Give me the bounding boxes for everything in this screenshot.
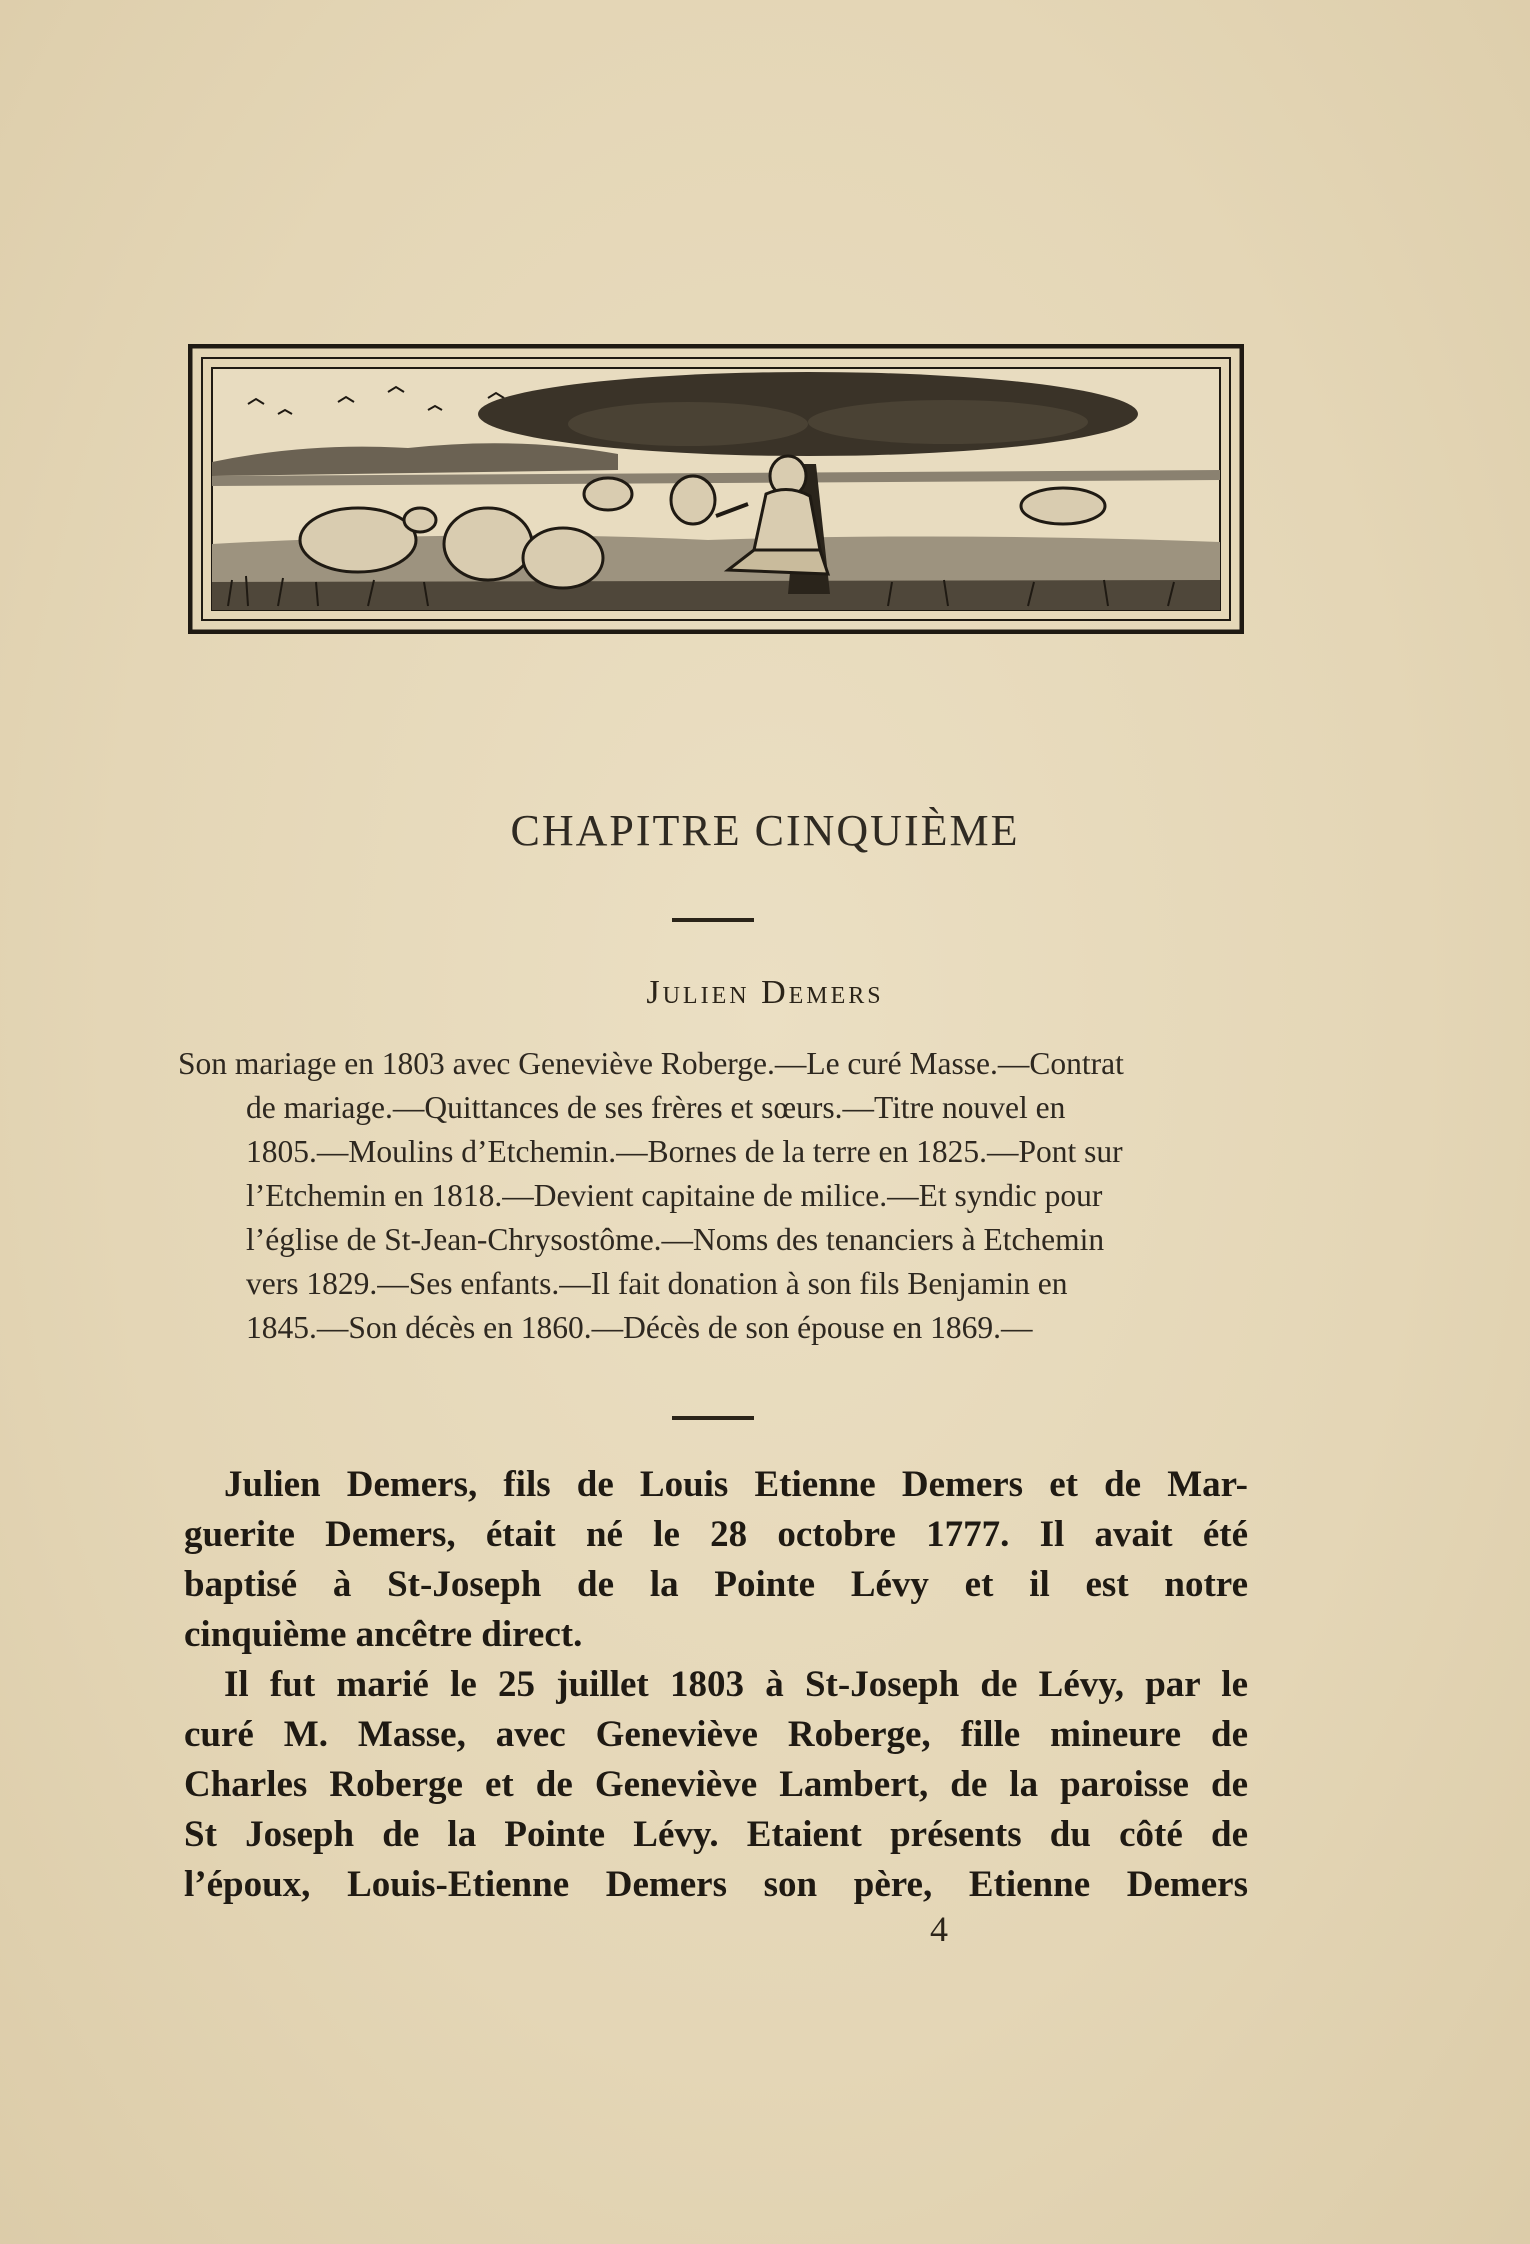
summary-line: Son mariage en 1803 avec Geneviève Roberge.—Le curé Masse.—Contrat [178,1046,1124,1081]
body-line: St Joseph de la Pointe Lévy. Etaient présents du côté de [184,1814,1248,1855]
divider-rule [672,918,754,922]
body-line: guerite Demers, était né le 28 octobre 1777. Il avait été [184,1514,1248,1555]
summary-line: de mariage.—Quittances de ses frères et sœurs.—Titre nouvel en [246,1090,1066,1125]
chapter-name: Julien Demers [646,974,884,1011]
summary-line: l’Etchemin en 1818.—Devient capitaine de milice.—Et syndic pour [246,1178,1103,1213]
body-line: Julien Demers, fils de Louis Etienne Demers et de Mar- [224,1464,1248,1505]
body-line: Charles Roberge et de Geneviève Lambert, de la paroisse de [184,1764,1248,1805]
body-line: curé M. Masse, avec Geneviève Roberge, fille mineure de [184,1714,1248,1755]
body-line: cinquième ancêtre direct. [184,1614,583,1655]
summary-line: vers 1829.—Ses enfants.—Il fait donation à son fils Benjamin en [246,1266,1068,1301]
pastoral-vignette-illustration [188,344,1244,634]
body-text [184,1460,1248,1910]
summary-line: l’église de St-Jean-Chrysostôme.—Noms des tenanciers à Etchemin [246,1222,1105,1257]
summary-line: 1805.—Moulins d’Etchemin.—Bornes de la terre en 1825.—Pont sur [246,1134,1123,1169]
body-line: l’époux, Louis-Etienne Demers son père, Etienne Demers [184,1864,1248,1905]
summary-line: 1845.—Son décès en 1860.—Décès de son épouse en 1869.— [246,1310,1033,1345]
body-line: Il fut marié le 25 juillet 1803 à St-Joseph de Lévy, par le [224,1664,1248,1705]
chapter-summary [178,1042,1246,1350]
page-number: 4 [930,1909,948,1949]
divider-rule [672,1416,754,1420]
chapter-title: CHAPITRE CINQUIÈME [510,806,1020,855]
body-line: baptisé à St-Joseph de la Pointe Lévy et il est notre [184,1564,1248,1605]
